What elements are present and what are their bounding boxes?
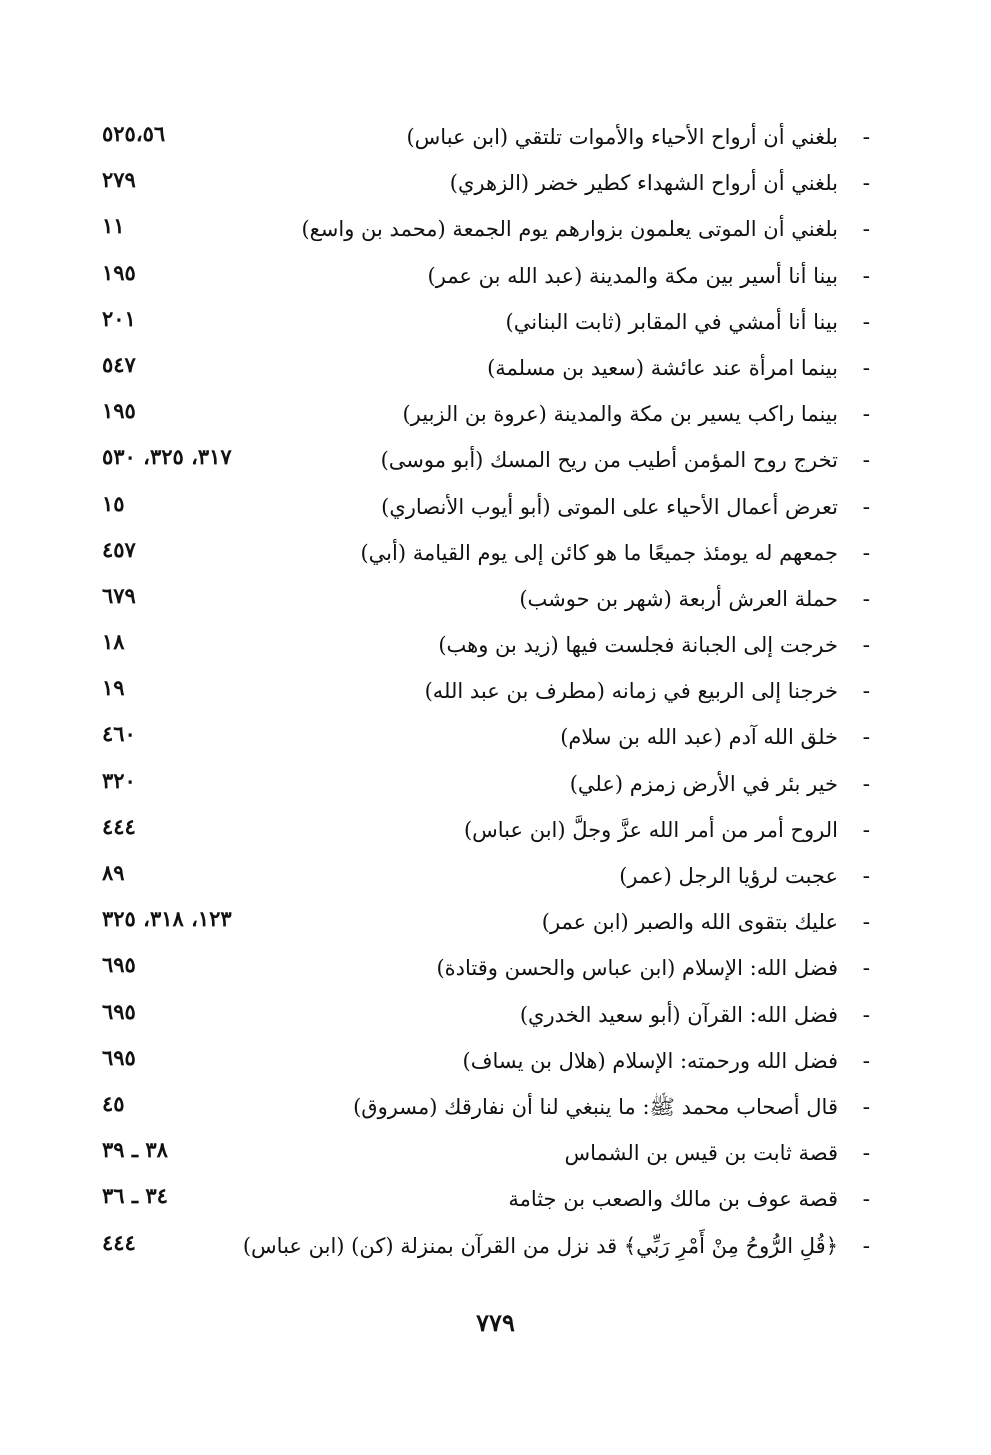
entry-page-numbers: ٤٥٧ <box>102 536 136 562</box>
index-entry <box>80 164 870 210</box>
entry-text: بلغني أن الموتى يعلمون بزوارهم يوم الجمعة (محمد بن واسع) <box>301 217 838 242</box>
entry-page-numbers: ١٩٥ <box>102 259 136 285</box>
entry-dash: - <box>862 1233 870 1259</box>
entry-page-numbers: ٣٨ ـ ٣٩ <box>102 1137 168 1163</box>
index-entry <box>80 1227 870 1273</box>
entry-dash: - <box>862 679 870 705</box>
entry-page-numbers: ٤٤٤ <box>102 1229 136 1255</box>
index-entry <box>80 672 870 718</box>
entry-dash: - <box>862 1048 870 1074</box>
index-entry <box>80 1134 870 1180</box>
entry-page-numbers: ١١ <box>102 213 125 239</box>
index-entry <box>80 534 870 580</box>
entry-page-numbers: ٤٦٠ <box>102 721 136 747</box>
entry-page-numbers: ٦٩٥ <box>102 998 136 1024</box>
entry-dash: - <box>862 633 870 659</box>
entry-page-numbers: ٥٤٧ <box>102 351 136 377</box>
entry-page-numbers: ٤٥ <box>102 1090 125 1116</box>
entry-page-numbers: ١٥ <box>102 490 125 516</box>
entry-page-numbers: ٣٤ ـ ٣٦ <box>102 1183 168 1209</box>
entry-page-numbers: ٦٩٥ <box>102 1044 136 1070</box>
entry-text: قصة عوف بن مالك والصعب بن جثامة <box>508 1187 838 1212</box>
entry-dash: - <box>862 355 870 381</box>
entry-dash: - <box>862 448 870 474</box>
entry-text: خلق الله آدم (عبد الله بن سلام) <box>560 725 838 750</box>
entry-dash: - <box>862 494 870 520</box>
index-entry <box>80 349 870 395</box>
index-entry-list <box>80 118 870 1273</box>
entry-dash: - <box>862 309 870 335</box>
index-entry <box>80 626 870 672</box>
entry-text: بلغني أن أرواح الشهداء كطير خضر (الزهري) <box>449 171 838 196</box>
entry-dash: - <box>862 725 870 751</box>
index-entry <box>80 1180 870 1226</box>
index-entry <box>80 996 870 1042</box>
entry-text: بينا أنا أمشي في المقابر (ثابت البناني) <box>505 309 838 334</box>
index-entry <box>80 210 870 256</box>
entry-dash: - <box>862 864 870 889</box>
entry-dash: - <box>862 817 870 843</box>
page-number: ٧٧٩ <box>476 1308 515 1337</box>
entry-dash: - <box>862 771 870 797</box>
index-entry <box>80 857 870 903</box>
index-entry <box>80 488 870 534</box>
entry-text: بلغني أن أرواح الأحياء والأموات تلتقي (ابن عباس) <box>406 125 838 149</box>
entry-page-numbers: ١٨ <box>102 629 125 655</box>
index-entry <box>80 765 870 811</box>
entry-dash: - <box>862 125 870 150</box>
entry-dash: - <box>862 1094 870 1120</box>
entry-page-numbers: ٦٩٥ <box>102 952 136 978</box>
entry-text: خرجنا إلى الربيع في زمانه (مطرف بن عبد الله) <box>424 679 838 704</box>
entry-dash: - <box>862 910 870 936</box>
index-entry <box>80 118 870 164</box>
index-entry <box>80 949 870 995</box>
entry-page-numbers: ٢٠١ <box>102 305 136 331</box>
entry-dash: - <box>862 402 870 428</box>
entry-dash: - <box>862 540 870 566</box>
entry-page-numbers: ١٢٣، ٣١٨، ٣٢٥ <box>102 906 232 932</box>
entry-page-numbers: ٤٤٤ <box>102 813 136 839</box>
entry-text: قصة ثابت بن قيس بن الشماس <box>564 1141 838 1166</box>
entry-text: جمعهم له يومئذ جميعًا ما هو كائن إلى يوم القيامة (أبي) <box>360 540 838 565</box>
entry-dash: - <box>862 263 870 289</box>
entry-text: حملة العرش أربعة (شهر بن حوشب) <box>519 586 838 611</box>
index-entry <box>80 395 870 441</box>
entry-text: الروح أمر من أمر الله عزَّ وجلَّ (ابن عباس) <box>463 817 838 842</box>
entry-dash: - <box>862 1187 870 1213</box>
entry-page-numbers: ٦٧٩ <box>102 582 136 608</box>
entry-page-numbers: ٣١٧، ٣٢٥، ٥٣٠ <box>102 444 232 470</box>
entry-text: فضل الله: القرآن (أبو سعيد الخدري) <box>519 1002 838 1027</box>
entry-text: ﴿قُلِ الرُّوحُ مِنْ أَمْرِ رَبِّي﴾ قد نزل من القرآن بمنزلة (كن) (ابن عباس) <box>242 1233 838 1258</box>
entry-page-numbers: ١٩ <box>102 675 125 701</box>
index-entry <box>80 811 870 857</box>
entry-text: تعرض أعمال الأحياء على الموتى (أبو أيوب الأنصاري) <box>381 494 838 519</box>
entry-dash: - <box>862 217 870 243</box>
index-entry <box>80 303 870 349</box>
entry-text: تخرج روح المؤمن أطيب من ريح المسك (أبو موسى) <box>380 448 838 473</box>
entry-text: بينما امرأة عند عائشة (سعيد بن مسلمة) <box>487 355 838 380</box>
index-entry <box>80 1042 870 1088</box>
entry-page-numbers: ٢٧٩ <box>102 167 136 193</box>
entry-text: خير بئر في الأرض زمزم (علي) <box>569 771 838 796</box>
entry-text: بينا أنا أسير بين مكة والمدينة (عبد الله بن عمر) <box>427 263 838 288</box>
entry-page-numbers: ١٩٥ <box>102 398 136 424</box>
entry-text: فضل الله: الإسلام (ابن عباس والحسن وقتادة) <box>436 956 838 981</box>
entry-dash: - <box>862 171 870 197</box>
index-entry <box>80 580 870 626</box>
entry-page-numbers: ٣٢٠ <box>102 767 136 793</box>
entry-text: عجبت لرؤيا الرجل (عمر) <box>619 864 838 888</box>
entry-dash: - <box>862 1002 870 1028</box>
index-entry <box>80 441 870 487</box>
entry-dash: - <box>862 956 870 982</box>
index-entry <box>80 1088 870 1134</box>
entry-text: بينما راكب يسير بن مكة والمدينة (عروة بن الزبير) <box>402 402 838 427</box>
entry-page-numbers: ٨٩ <box>102 860 125 885</box>
index-entry <box>80 718 870 764</box>
entry-dash: - <box>862 1141 870 1167</box>
entry-dash: - <box>862 586 870 612</box>
entry-text: فضل الله ورحمته: الإسلام (هلال بن يساف) <box>462 1048 838 1073</box>
entry-text: قال أصحاب محمد ﷺ: ما ينبغي لنا أن نفارقك (مسروق) <box>353 1094 838 1119</box>
index-entry <box>80 257 870 303</box>
entry-text: عليك بتقوى الله والصبر (ابن عمر) <box>541 910 838 935</box>
index-entry <box>80 903 870 949</box>
entry-page-numbers: ٥٢٥،٥٦ <box>102 121 166 146</box>
entry-text: خرجت إلى الجبانة فجلست فيها (زيد بن وهب) <box>438 633 838 658</box>
